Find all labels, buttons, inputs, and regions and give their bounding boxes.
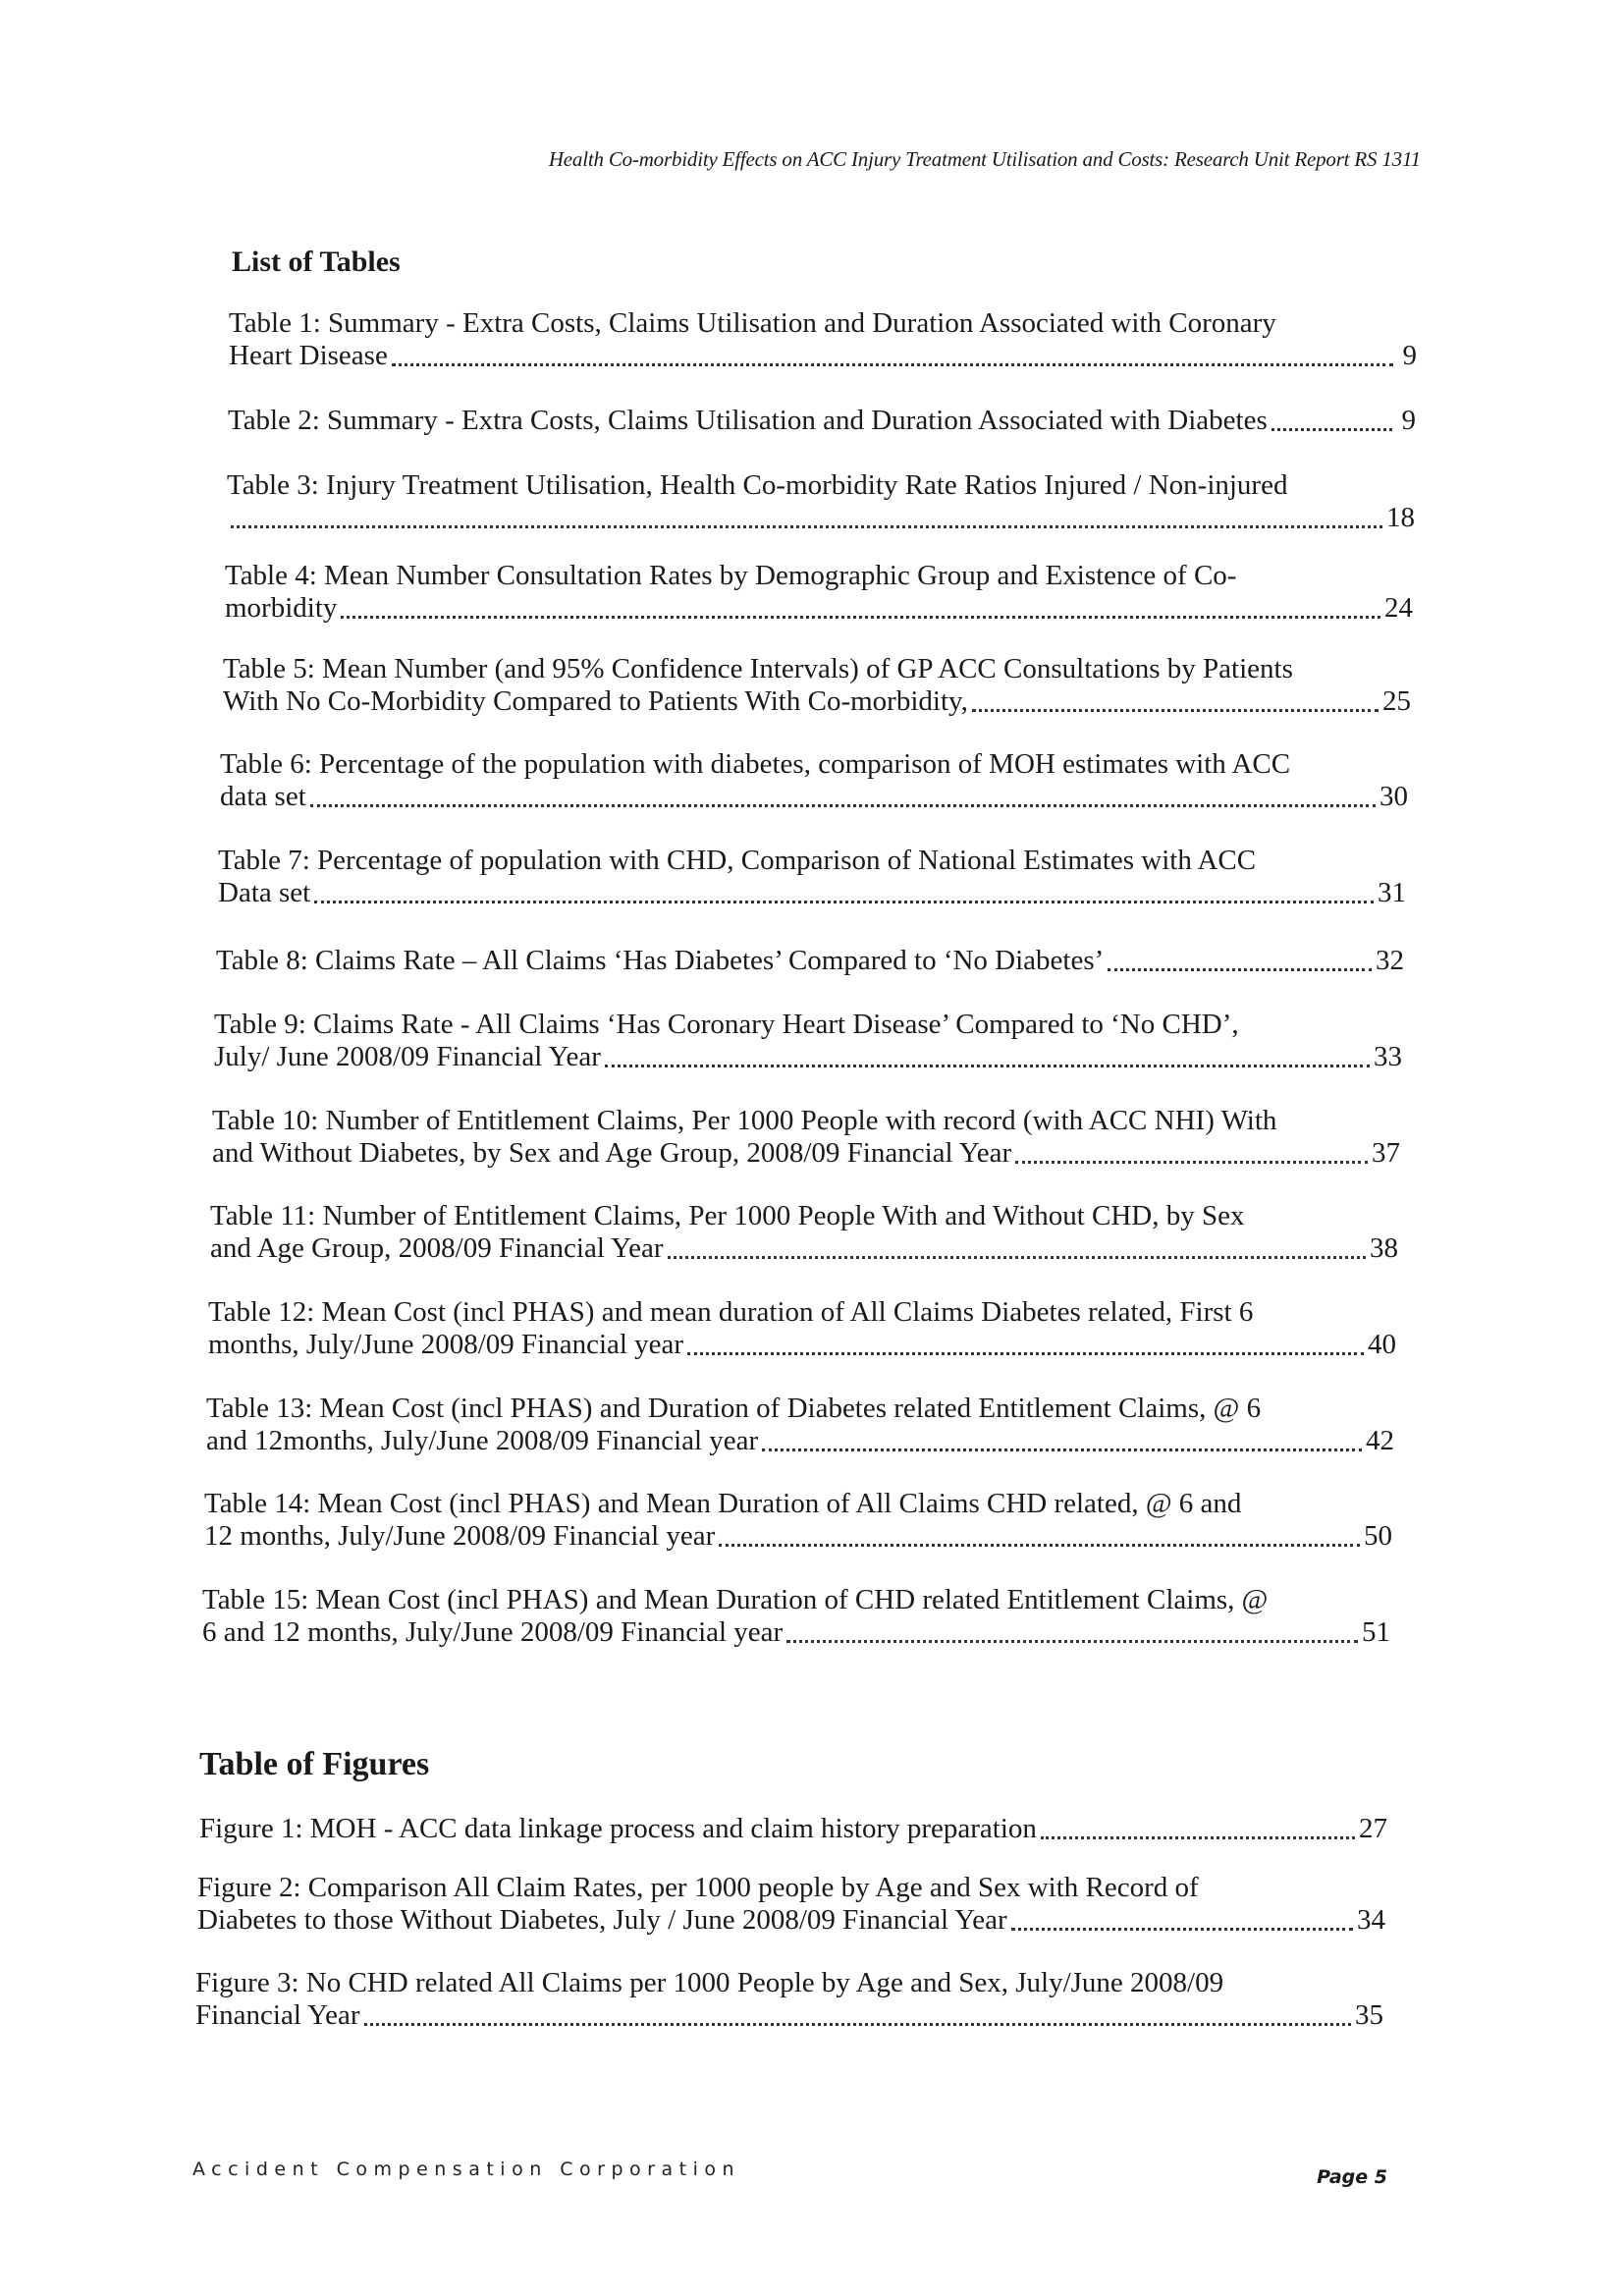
table-entry[interactable] xyxy=(229,307,1417,372)
page-ref: 33 xyxy=(1374,1041,1402,1072)
table-entry-title: morbidity xyxy=(225,592,338,624)
page-ref: 35 xyxy=(1355,1999,1383,2031)
running-header: Health Co-morbidity Effects on ACC Injury Treatment Utilisation and Costs: Research Unit Report RS 1311 xyxy=(548,147,1421,171)
table-entry-title: Table 13: Mean Cost (incl PHAS) and Duration of Diabetes related Entitlement Claims, @ 6 xyxy=(206,1393,1262,1424)
table-entry-title: Table 8: Claims Rate – All Claims ‘Has Diabetes’ Compared to ‘No Diabetes’ xyxy=(216,945,1105,976)
figure-entry-title: Figure 2: Comparison All Claim Rates, per 1000 people by Age and Sex with Record of xyxy=(197,1872,1199,1903)
dot-leader xyxy=(392,362,1393,366)
page-ref: 40 xyxy=(1368,1329,1396,1360)
table-entry-title: Heart Disease xyxy=(229,340,388,371)
table-entry-title: Table 7: Percentage of population with CHD, Comparison of National Estimates with ACC xyxy=(218,845,1257,876)
figure-entry-title: Figure 3: No CHD related All Claims per 1000 People by Age and Sex, July/June 2008/09 xyxy=(195,1967,1224,1998)
dot-leader xyxy=(605,1064,1370,1067)
table-entry-title: With No Co-Morbidity Compared to Patients With Co-morbidity, xyxy=(223,685,968,717)
page-ref: 37 xyxy=(1372,1137,1400,1169)
page-ref: 18 xyxy=(1386,502,1415,533)
footer-organization: Accident Compensation Corporation xyxy=(192,2159,741,2180)
page-ref: 24 xyxy=(1384,592,1413,624)
table-entry[interactable] xyxy=(214,1009,1402,1073)
table-entry[interactable] xyxy=(220,748,1408,813)
page-ref: 9 xyxy=(1402,340,1417,371)
dot-leader xyxy=(762,1448,1362,1451)
figure-entry-title: Figure 1: MOH - ACC data linkage process and claim history preparation xyxy=(199,1813,1037,1844)
table-entry-title: Table 4: Mean Number Consultation Rates by Demographic Group and Existence of Co- xyxy=(225,560,1237,591)
figure-entry-title: Financial Year xyxy=(195,1999,360,2031)
dot-leader xyxy=(972,708,1379,712)
table-entry-title: Table 12: Mean Cost (incl PHAS) and mean duration of All Claims Diabetes related, First 6 xyxy=(208,1296,1254,1328)
table-entry-title: Table 1: Summary - Extra Costs, Claims Utilisation and Duration Associated with Coronary xyxy=(229,307,1276,339)
dot-leader xyxy=(231,524,1382,528)
page-ref: 30 xyxy=(1380,781,1408,812)
page-number: Page 5 xyxy=(1317,2166,1387,2188)
table-entry[interactable] xyxy=(206,1393,1394,1457)
table-entry-title: 6 and 12 months, July/June 2008/09 Financial year xyxy=(202,1616,784,1648)
table-entry-title: Table 15: Mean Cost (incl PHAS) and Mean Duration of CHD related Entitlement Claims, @ xyxy=(202,1584,1269,1615)
table-entry[interactable] xyxy=(208,1296,1396,1361)
dot-leader xyxy=(341,615,1380,619)
dot-leader xyxy=(668,1255,1366,1259)
table-entry-title: Table 10: Number of Entitlement Claims, Per 1000 People with record (with ACC NHI) With xyxy=(212,1105,1277,1136)
dot-leader xyxy=(1041,1835,1355,1839)
table-entry-title: Table 11: Number of Entitlement Claims, Per 1000 People With and Without CHD, by Sex xyxy=(210,1200,1245,1231)
list-of-tables-heading: List of Tables xyxy=(232,246,401,278)
dot-leader xyxy=(314,900,1374,903)
table-entry-title: and Without Diabetes, by Sex and Age Group, 2008/09 Financial Year xyxy=(212,1137,1012,1169)
table-entry-title: and Age Group, 2008/09 Financial Year xyxy=(210,1232,664,1264)
page-ref: 32 xyxy=(1376,945,1404,976)
page-ref: 9 xyxy=(1401,405,1416,436)
table-entry[interactable] xyxy=(212,1105,1400,1170)
table-entry[interactable] xyxy=(225,560,1413,625)
table-entry-title: Data set xyxy=(218,877,311,908)
table-entry-title: Table 9: Claims Rate - All Claims ‘Has Coronary Heart Disease’ Compared to ‘No CHD’, xyxy=(214,1009,1239,1040)
figure-entry-title: Diabetes to those Without Diabetes, July / June 2008/09 Financial Year xyxy=(197,1904,1007,1936)
table-entry-title: and 12months, July/June 2008/09 Financial year xyxy=(206,1425,759,1456)
figure-entry[interactable] xyxy=(199,1813,1387,1845)
page-ref: 38 xyxy=(1370,1232,1398,1264)
table-entry-title: July/ June 2008/09 Financial Year xyxy=(214,1041,601,1072)
table-entry-title: data set xyxy=(220,781,306,812)
table-entry-title: Table 5: Mean Number (and 95% Confidence Intervals) of GP ACC Consultations by Patients xyxy=(223,653,1293,684)
table-entry-title: Table 2: Summary - Extra Costs, Claims Utilisation and Duration Associated with Diabetes xyxy=(228,405,1268,436)
table-entry[interactable] xyxy=(216,945,1404,977)
table-of-figures-heading: Table of Figures xyxy=(199,1746,430,1782)
table-entry[interactable] xyxy=(227,469,1415,534)
page-ref: 27 xyxy=(1359,1813,1387,1844)
page-ref: 34 xyxy=(1357,1904,1385,1936)
dot-leader xyxy=(786,1639,1358,1643)
dot-leader xyxy=(1108,967,1372,971)
table-entry[interactable] xyxy=(228,405,1416,437)
figure-entry[interactable] xyxy=(197,1872,1385,1937)
table-entry[interactable] xyxy=(223,653,1411,718)
dot-leader xyxy=(364,2022,1351,2026)
table-entry[interactable] xyxy=(202,1584,1390,1649)
page-ref: 25 xyxy=(1382,685,1411,717)
table-entry-title: Table 6: Percentage of the population with diabetes, comparison of MOH estimates with ACC xyxy=(220,748,1291,780)
table-entry-title: Table 14: Mean Cost (incl PHAS) and Mean Duration of All Claims CHD related, @ 6 and xyxy=(204,1488,1242,1519)
dot-leader xyxy=(719,1543,1360,1547)
dot-leader xyxy=(1015,1160,1368,1164)
dot-leader xyxy=(1271,427,1392,431)
page-ref: 51 xyxy=(1362,1616,1390,1648)
table-entry-title: 12 months, July/June 2008/09 Financial year xyxy=(204,1520,716,1552)
page-ref: 31 xyxy=(1378,877,1406,908)
dot-leader xyxy=(310,803,1376,807)
page-ref: 42 xyxy=(1366,1425,1394,1456)
table-entry[interactable] xyxy=(204,1488,1392,1553)
figure-entry[interactable] xyxy=(195,1967,1383,2032)
table-entry[interactable] xyxy=(210,1200,1398,1265)
table-entry-title: Table 3: Injury Treatment Utilisation, Health Co-morbidity Rate Ratios Injured / Non-injured xyxy=(227,469,1288,501)
dot-leader xyxy=(687,1351,1364,1355)
table-entry-title: months, July/June 2008/09 Financial year xyxy=(208,1329,684,1360)
dot-leader xyxy=(1011,1927,1353,1931)
table-entry[interactable] xyxy=(218,845,1406,909)
page-ref: 50 xyxy=(1364,1520,1392,1552)
